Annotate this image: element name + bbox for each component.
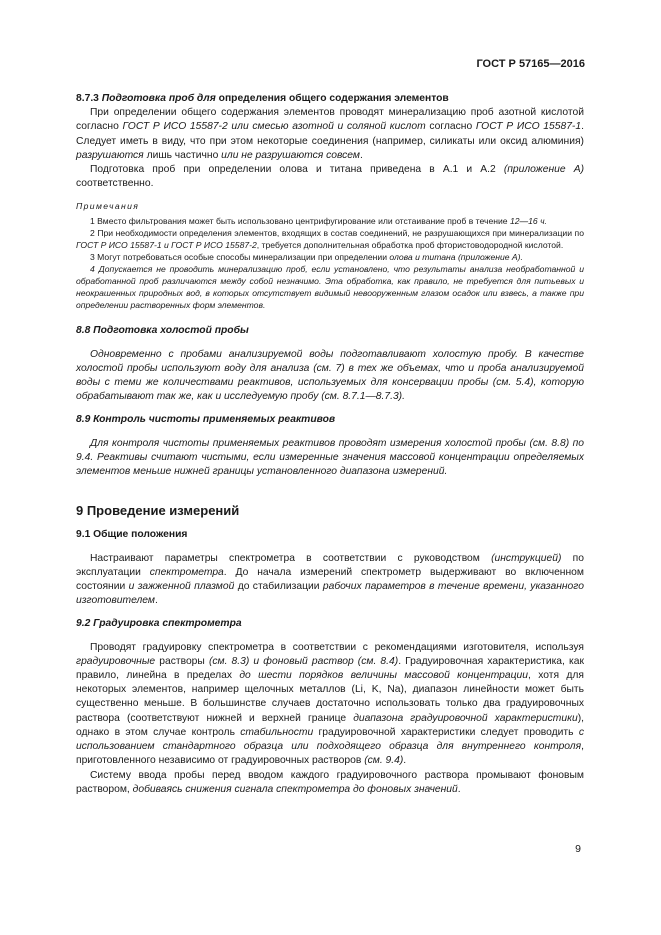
page-number: 9: [575, 843, 581, 855]
section-8-7-3-paragraph-2: Подготовка проб при определении олова и титана приведена в А.1 и А.2 (приложение А) соответственно.: [76, 164, 584, 190]
section-8-9-paragraph: Для контроля чистоты применяемых реактивов проводят измерения холостой пробы (см. 8.8) по 9.4. Реактивы считают чистыми, если измеренные значения массовой концентрации определяемых элементов меньше нижней границы установленного диапазона измерений.: [76, 437, 584, 478]
section-8-9-title: 8.9 Контроль чистоты применяемых реактивов: [76, 414, 336, 426]
note-1: 1 Вместо фильтрования может быть использовано центрифугирование или отстаивание проб в течение 12—16 ч.: [90, 216, 547, 227]
page-header: ГОСТ Р 57165—2016: [476, 58, 585, 70]
notes-block: [76, 200, 584, 311]
page-content: [76, 92, 584, 797]
notes-title: Примечания: [76, 201, 140, 212]
note-3: 3 Могут потребоваться особые способы минерализации при определении олова и титана (приложение А).: [90, 252, 523, 263]
section-9-1-title: 9.1 Общие положения: [76, 529, 188, 541]
section-8-8-title: 8.8 Подготовка холостой пробы: [76, 325, 249, 337]
section-9-2-title: 9.2 Градуировка спектрометра: [76, 618, 242, 630]
section-9-heading: 9 Проведение измерений: [76, 503, 240, 519]
section-8-7-3-title: 8.7.3 Подготовка проб для определения общего содержания элементов: [76, 93, 449, 104]
section-8-7-3-paragraph-1: При определении общего содержания элементов проводят минерализацию проб азотной кислотой согласно ГОСТ Р ИСО 15587-2 или смесью азотной и соляной кислот согласно ГОСТ Р ИСО 15587-1. Следует иметь в виду, что при этом некоторые соединения (например, силикаты или оксид алюминия) разрушаются лишь частично или не разрушаются совсем.: [76, 107, 584, 161]
section-9-2-paragraph-1: Проводят градуировку спектрометра в соответствии с рекомендациями изготовителя, используя градуировочные растворы (см. 8.3) и фоновый раствор (см. 8.4). Градуировочная характеристика, как правило, линейна в пределах до шести порядков величины массовой концентрации, хотя для некоторых элементов, например щелочных металлов (Li, K, Na), диапазон линейности может быть существенно меньше. В большинстве случаев достаточно использовать только два градуировочных раствора (соответствуют нижней и верхней границе диапазона градуировочной характеристики), однако в этом случае контроль стабильности градуировочной характеристики следует проводить с использованием стандартного образца или подходящего образца для внутреннего контроля, приготовленного независимо от градуировочных растворов (см. 9.4).: [76, 641, 584, 767]
section-8-8-paragraph: Одновременно с пробами анализируемой воды подготавливают холостую пробу. В качестве холостой пробы используют воду для анализа (см. 7) в тех же объемах, что и проба анализируемой воды с теми же количествами реактивов, используемых для консервации пробы (см. 5.4), которую обрабатывают так же, как и исследуемую пробу (см. 8.7.1—8.7.3).: [76, 348, 584, 403]
note-2: 2 При необходимости определения элементов, входящих в состав соединений, не разрушающихся при минерализации по ГОСТ Р ИСО 15587-1 и ГОСТ Р ИСО 15587-2, требуется дополнительная обработка проб фтористоводородной кислотой.: [76, 228, 584, 251]
section-9-2-paragraph-2: Систему ввода пробы перед вводом каждого градуировочного раствора промывают фоновым раствором, добиваясь снижения сигнала спектрометра до фоновых значений.: [76, 769, 584, 795]
section-9-1-paragraph: Настраивают параметры спектрометра в соответствии с руководством (инструкцией) по эксплуатации спектрометра. До начала измерений спектрометр выдерживают во включенном состоянии и зажженной плазмой до стабилизации рабочих параметров в течение времени, указанного изготовителем.: [76, 552, 584, 607]
note-4: 4 Допускается не проводить минерализацию проб, если установлено, что результаты анализа необработанной и обработанной проб различаются между собой незначимо. Эта обработка, как правило, не требуется для питьевых и неокрашенных природных вод, в которых отсутствует видимый невооруженным глазом осадок или взвесь, а также при определении растворенных форм элементов.: [76, 264, 584, 311]
